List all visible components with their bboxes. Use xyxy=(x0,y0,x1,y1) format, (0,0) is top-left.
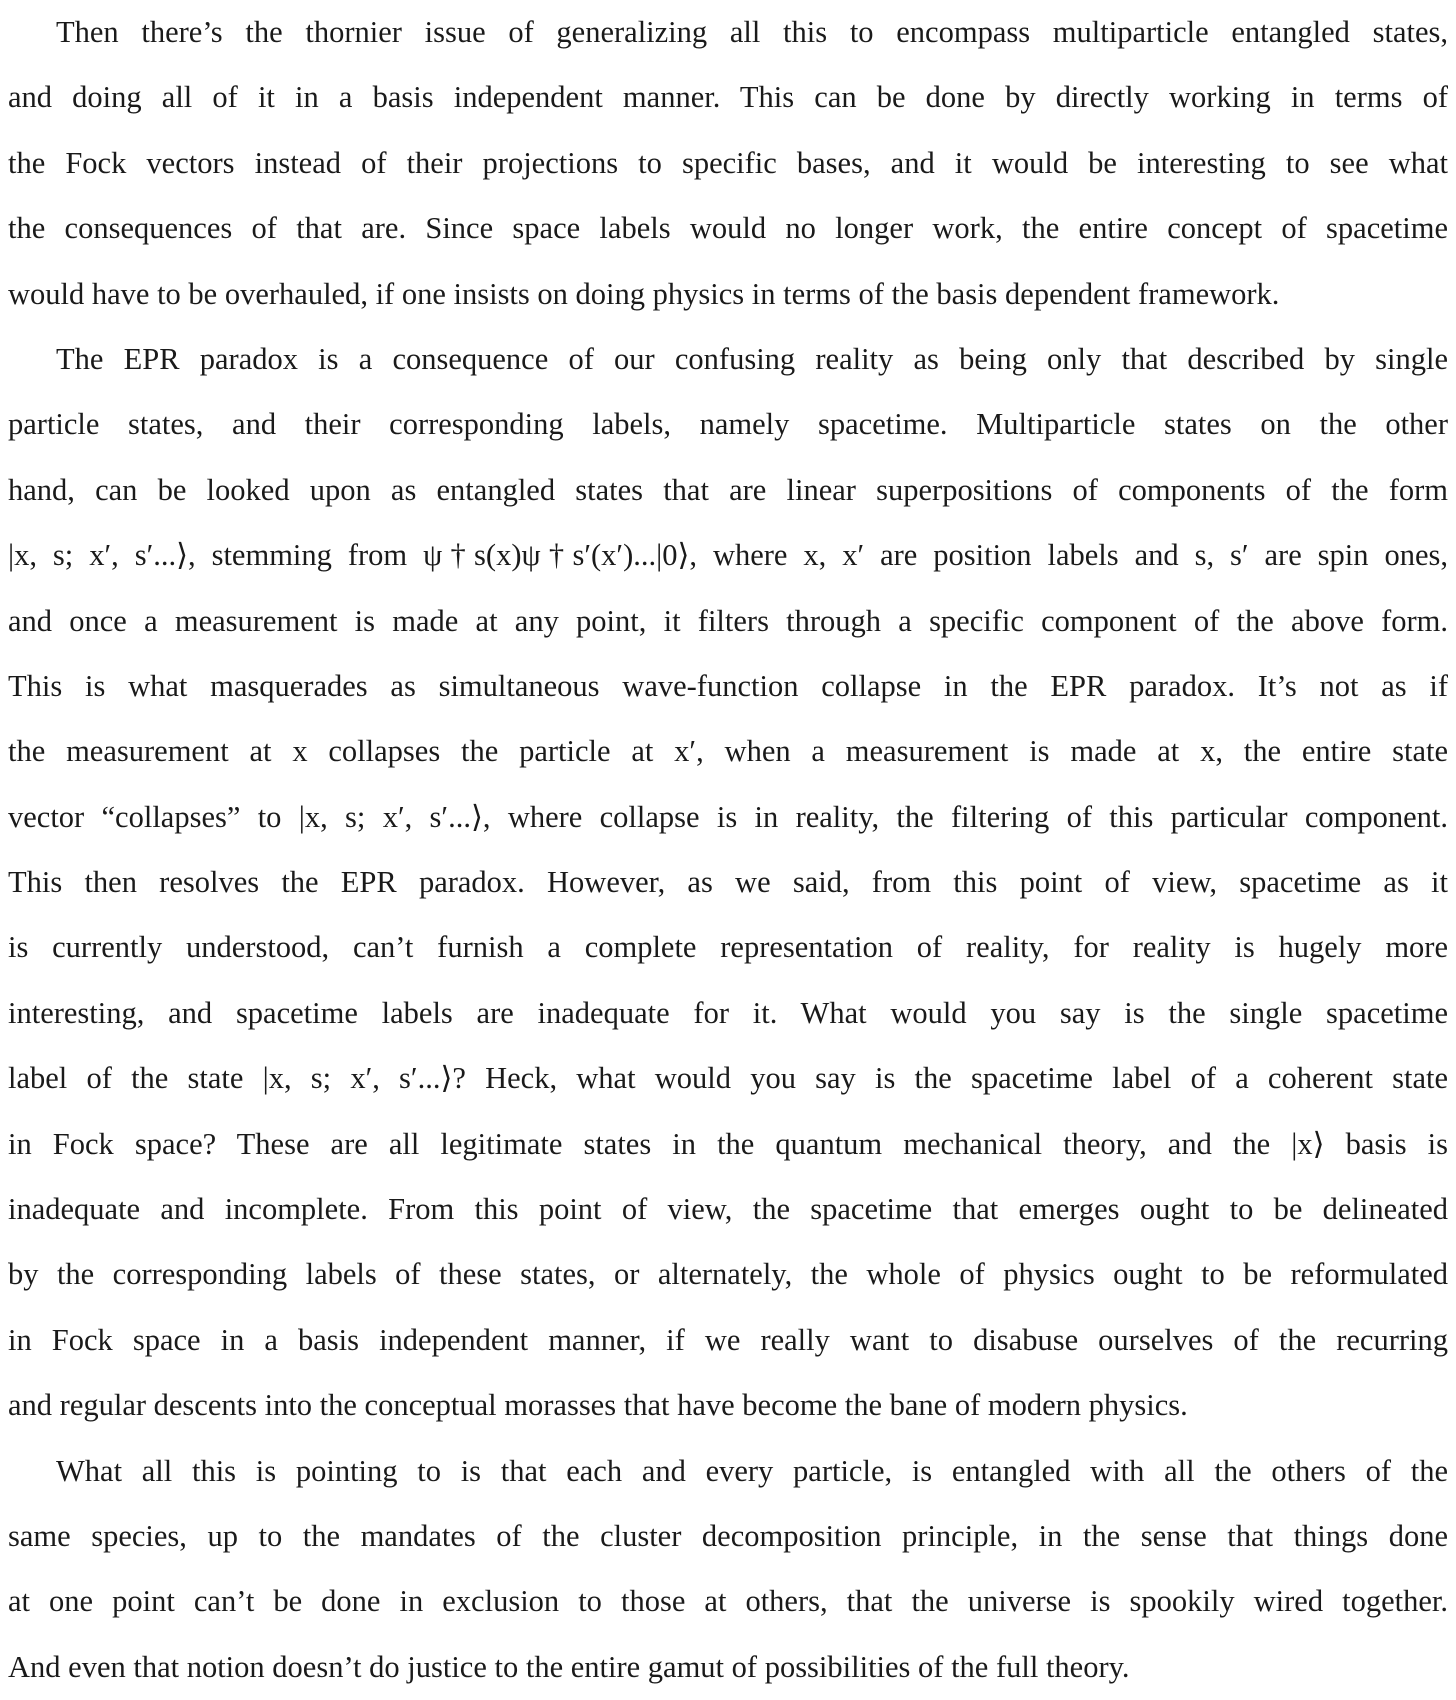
paragraph-entanglement-summary xyxy=(8,1439,1448,1700)
paragraph-epr-paradox xyxy=(8,327,1448,1439)
text-line: the measurement at x collapses the particle at x′, when a measurement is made at x, the entire state xyxy=(8,734,1448,769)
paragraph-fock-generalization xyxy=(8,0,1448,327)
text-line: hand, can be looked upon as entangled states that are linear superpositions of components of the form xyxy=(8,472,1448,507)
text-line: This then resolves the EPR paradox. However, as we said, from this point of view, spacetime as it xyxy=(8,865,1448,900)
text-line: and once a measurement is made at any point, it filters through a specific component of the above form. xyxy=(8,603,1448,638)
text-line: would have to be overhauled, if one insists on doing physics in terms of the basis dependent framework. xyxy=(8,276,1280,311)
document-page xyxy=(8,0,1448,1700)
text-line: same species, up to the mandates of the cluster decomposition principle, in the sense that things done xyxy=(8,1518,1448,1553)
text-line: inadequate and incomplete. From this point of view, the spacetime that emerges ought to be delineated xyxy=(8,1192,1448,1227)
text-line-math: |x, s; x′, s′...⟩, stemming from ψ†s(x)ψ†s′(x′)...|0⟩, where x, x′ are position labels and s, s′ are spin ones, xyxy=(8,538,1448,573)
text-line: in Fock space in a basis independent manner, if we really want to disabuse ourselves of the recurring xyxy=(8,1322,1448,1357)
text-line: in Fock space? These are all legitimate states in the quantum mechanical theory, and the |x⟩ basis is xyxy=(8,1126,1448,1161)
text-line: particle states, and their corresponding labels, namely spacetime. Multiparticle states on the other xyxy=(8,407,1448,442)
text-line: by the corresponding labels of these states, or alternately, the whole of physics ought to be reformulated xyxy=(8,1257,1448,1292)
text-line: the Fock vectors instead of their projections to specific bases, and it would be interesting to see what xyxy=(8,145,1448,180)
text-line: at one point can’t be done in exclusion to those at others, that the universe is spookily wired together. xyxy=(8,1584,1448,1619)
text-line: and doing all of it in a basis independent manner. This can be done by directly working in terms of xyxy=(8,80,1448,115)
text-line: vector “collapses” to |x, s; x′, s′...⟩, where collapse is in reality, the filtering of this particular component. xyxy=(8,799,1448,834)
text-line: and regular descents into the conceptual morasses that have become the bane of modern physics. xyxy=(8,1388,1188,1423)
text-line: This is what masquerades as simultaneous wave-function collapse in the EPR paradox. It’s not as if xyxy=(8,668,1448,703)
text-line: the consequences of that are. Since space labels would no longer work, the entire concept of spacetime xyxy=(8,211,1448,246)
text-line: is currently understood, can’t furnish a complete representation of reality, for reality is hugely more xyxy=(8,930,1448,965)
text-line: And even that notion doesn’t do justice to the entire gamut of possibilities of the full theory. xyxy=(8,1649,1130,1684)
text-line: The EPR paradox is a consequence of our confusing reality as being only that described by single xyxy=(56,341,1448,376)
text-line: Then there’s the thornier issue of generalizing all this to encompass multiparticle entangled states, xyxy=(56,15,1448,49)
text-line: label of the state |x, s; x′, s′...⟩? Heck, what would you say is the spacetime label of a coherent state xyxy=(8,1061,1448,1096)
text-line: interesting, and spacetime labels are inadequate for it. What would you say is the single spacetime xyxy=(8,995,1448,1030)
text-line: What all this is pointing to is that each and every particle, is entangled with all the others of the xyxy=(56,1453,1448,1488)
